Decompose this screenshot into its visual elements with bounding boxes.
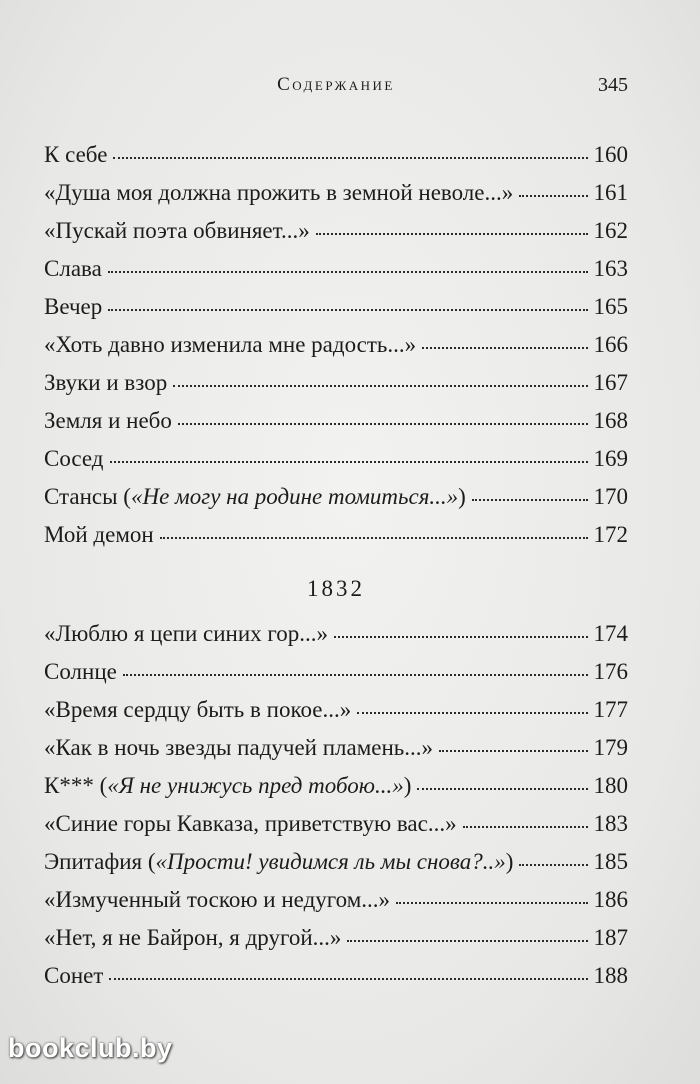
toc-entry bbox=[44, 364, 628, 402]
toc-entry bbox=[44, 919, 628, 957]
toc-entry-title-text: «Синие горы Кавказа, приветствую вас...» bbox=[44, 811, 457, 836]
toc-entry-title-text: «Нет, я не Байрон, я другой...» bbox=[44, 925, 342, 950]
toc-entry bbox=[44, 729, 628, 767]
toc-entry-title-text: Солнце bbox=[44, 659, 117, 684]
toc-entry-page: 170 bbox=[593, 484, 628, 509]
toc-section-2 bbox=[44, 615, 628, 995]
toc-entry-title-text: «Хоть давно изменила мне радость...» bbox=[44, 332, 417, 357]
toc-entry bbox=[44, 653, 628, 691]
toc-entry-title-text: Мой демон bbox=[44, 522, 154, 547]
dot-leader bbox=[108, 308, 587, 311]
toc-entry-title bbox=[44, 957, 103, 995]
toc-entry-close-paren: ) bbox=[505, 849, 514, 874]
dot-leader bbox=[396, 901, 588, 904]
dot-leader bbox=[173, 384, 587, 387]
toc-entry-page: 176 bbox=[593, 659, 628, 684]
toc-entry-title bbox=[44, 174, 513, 212]
toc-entry bbox=[44, 136, 628, 174]
toc-entry bbox=[44, 288, 628, 326]
toc-entry-title bbox=[44, 402, 172, 440]
toc-entry-title-text: «Душа моя должна прожить в земной неволе...» bbox=[44, 180, 514, 205]
toc-entry-page: 161 bbox=[593, 180, 628, 205]
dot-leader bbox=[123, 673, 588, 676]
toc-entry-page: 169 bbox=[593, 446, 628, 471]
toc-entry-title-text: «Люблю я цепи синих гор...» bbox=[44, 621, 329, 646]
toc-entry-title bbox=[44, 919, 341, 957]
toc-entry-page: 168 bbox=[593, 408, 628, 433]
toc-entry-page: 162 bbox=[593, 218, 628, 243]
toc-entry bbox=[44, 250, 628, 288]
toc-entry bbox=[44, 478, 628, 516]
toc-entry bbox=[44, 212, 628, 250]
toc-entry-subtitle: «Прости! увидимся ль мы снова?..» bbox=[155, 849, 506, 874]
dot-leader bbox=[160, 536, 588, 539]
toc-entry-page: 174 bbox=[593, 621, 628, 646]
toc-entry-title-text: Стансы ( bbox=[44, 484, 131, 509]
toc-entry-title bbox=[44, 615, 328, 653]
dot-leader bbox=[519, 863, 587, 866]
toc-entry bbox=[44, 402, 628, 440]
toc-section-1 bbox=[44, 136, 628, 554]
dot-leader bbox=[463, 825, 588, 828]
toc-entry-page: 183 bbox=[593, 811, 628, 836]
header-title: Содержание bbox=[277, 74, 395, 95]
toc-entry-close-paren: ) bbox=[458, 484, 466, 509]
toc-entry bbox=[44, 843, 628, 881]
toc-entry bbox=[44, 615, 628, 653]
toc-entry-title-text: «Измученный тоскою и недугом...» bbox=[44, 887, 390, 912]
toc-entry-title-text: Сонет bbox=[44, 963, 104, 988]
toc-entry-page: 185 bbox=[593, 849, 628, 874]
toc-entry-page: 160 bbox=[593, 142, 628, 167]
toc-entry-title-text: Слава bbox=[44, 256, 102, 281]
toc-entry bbox=[44, 805, 628, 843]
dot-leader bbox=[113, 156, 587, 159]
toc-entry bbox=[44, 881, 628, 919]
toc-entry-title-text: «Как в ночь звезды падучей пламень...» bbox=[44, 735, 434, 760]
toc-entry bbox=[44, 767, 628, 805]
dot-leader bbox=[334, 635, 587, 638]
toc-entry-page: 179 bbox=[593, 735, 628, 760]
toc-entry-page: 186 bbox=[593, 887, 628, 912]
toc-entry-subtitle: «Не могу на родине томиться...» bbox=[130, 484, 459, 509]
toc-entry-page: 188 bbox=[593, 963, 628, 988]
toc-entry-title bbox=[44, 250, 102, 288]
toc-entry-title bbox=[44, 136, 107, 174]
toc-entry-title bbox=[44, 364, 167, 402]
toc-entry bbox=[44, 174, 628, 212]
dot-leader bbox=[110, 460, 588, 463]
toc-entry-page: 177 bbox=[593, 697, 628, 722]
toc-entry bbox=[44, 326, 628, 364]
toc-entry bbox=[44, 691, 628, 729]
dot-leader bbox=[316, 232, 588, 235]
toc-entry-title-text: К себе bbox=[44, 142, 108, 167]
dot-leader bbox=[178, 422, 588, 425]
dot-leader bbox=[422, 346, 587, 349]
dot-leader bbox=[472, 498, 588, 501]
dot-leader bbox=[439, 749, 587, 752]
toc-entry-page: 180 bbox=[593, 773, 628, 798]
toc-entry-title-text: Земля и небо bbox=[44, 408, 172, 433]
toc-entry-title-text: Эпитафия ( bbox=[44, 849, 156, 874]
toc-entry bbox=[44, 957, 628, 995]
toc-entry-title-text: К*** ( bbox=[44, 773, 108, 798]
toc-entry-page: 167 bbox=[593, 370, 628, 395]
watermark-logo: bookclub.by bbox=[8, 1033, 173, 1063]
toc-entry bbox=[44, 440, 628, 478]
toc-entry-title bbox=[44, 326, 416, 364]
toc-entry-title bbox=[44, 653, 117, 691]
toc-entry-page: 163 bbox=[593, 256, 628, 281]
toc-entry-page: 187 bbox=[593, 925, 628, 950]
dot-leader bbox=[108, 270, 588, 273]
toc-entry-page: 166 bbox=[593, 332, 628, 357]
toc-entry-title bbox=[44, 805, 457, 843]
toc-entry-title bbox=[44, 440, 104, 478]
toc-entry-title bbox=[44, 843, 513, 881]
dot-leader bbox=[357, 711, 587, 714]
toc-entry-close-paren: ) bbox=[403, 773, 412, 798]
toc-entry-title bbox=[44, 691, 351, 729]
toc-entry-subtitle: «Я не унижусь пред тобою...» bbox=[107, 773, 404, 798]
toc-entry-title bbox=[44, 212, 310, 250]
running-header bbox=[44, 74, 628, 102]
toc-entry-title-text: «Время сердцу быть в покое...» bbox=[44, 697, 352, 722]
toc-entry-page: 172 bbox=[593, 522, 628, 547]
header-page-number: 345 bbox=[598, 74, 628, 96]
toc-entry-title bbox=[44, 516, 154, 554]
dot-leader bbox=[417, 787, 587, 790]
toc-entry bbox=[44, 516, 628, 554]
year-heading: 1832 bbox=[307, 576, 365, 601]
dot-leader bbox=[109, 977, 587, 980]
toc-entry-title bbox=[44, 881, 390, 919]
toc-entry-title bbox=[44, 478, 466, 516]
toc-entry-page: 165 bbox=[593, 294, 628, 319]
toc-entry-title bbox=[44, 288, 102, 326]
toc-entry-title-text: «Пускай поэта обвиняет...» bbox=[44, 218, 310, 243]
dot-leader bbox=[519, 194, 587, 197]
toc-entry-title-text: Звуки и взор bbox=[44, 370, 168, 395]
toc-entry-title-text: Сосед bbox=[44, 446, 104, 471]
toc-entry-title-text: Вечер bbox=[44, 294, 103, 319]
dot-leader bbox=[347, 939, 587, 942]
toc-entry-title bbox=[44, 767, 411, 805]
toc-entry-title bbox=[44, 729, 433, 767]
